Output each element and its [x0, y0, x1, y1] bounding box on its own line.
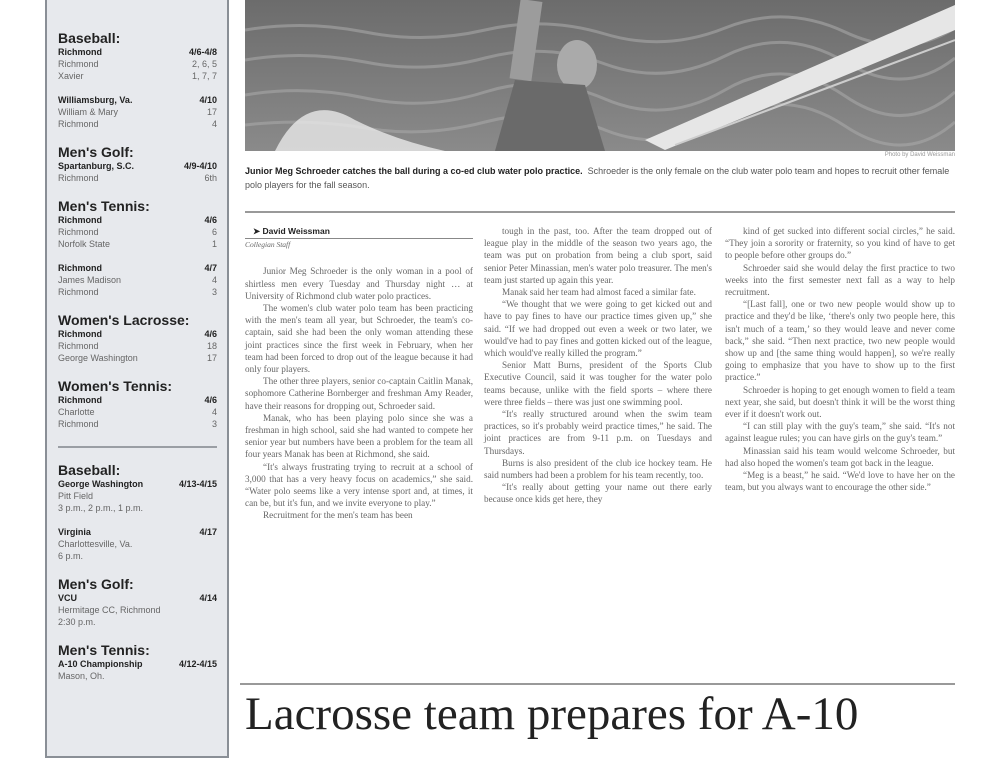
- score-row: [58, 160, 217, 172]
- section-title: Women's Tennis:: [58, 378, 173, 394]
- score-row: [58, 238, 217, 250]
- score-row: [58, 490, 217, 502]
- score-row: [58, 286, 217, 298]
- score-row: [58, 328, 217, 340]
- divider: [245, 211, 955, 213]
- score-row: [58, 106, 217, 118]
- scoreboard-sidebar: [45, 0, 229, 758]
- row-value: 2, 6, 5: [191, 59, 217, 69]
- paragraph: The women's club water polo team has been practicing with the men's team all year, but Schroeder, the team's co-captain, said she had been the only woman attending these joint practices since the first week in February, when her team had been forced to drop out of the league because it had only four players.: [245, 303, 473, 375]
- row-label: William & Mary: [58, 107, 118, 117]
- row-label: A-10 Championship: [58, 659, 143, 669]
- row-label: Richmond: [58, 119, 99, 129]
- score-row: [58, 340, 217, 352]
- row-value: 6: [211, 227, 217, 237]
- score-row: [58, 406, 217, 418]
- paragraph: Manak said her team had almost faced a similar fate.: [502, 287, 696, 298]
- score-row: [58, 172, 217, 184]
- row-label: Charlotte: [58, 407, 95, 417]
- photo-caption: [245, 164, 955, 192]
- byline-title: Collegian Staff: [245, 240, 291, 250]
- row-value: 4: [211, 119, 217, 129]
- score-row: [58, 538, 217, 550]
- row-label: Xavier: [58, 71, 84, 81]
- paragraph: tough in the past, too. After the team dropped out of league play in the middle of the season two years ago, the team was put on probation from being a club sport, said senior Peter Minassian, men's water polo treasurer. The men's team just started up again this year.: [484, 226, 712, 285]
- row-label: Norfolk State: [58, 239, 111, 249]
- score-row: [58, 418, 217, 430]
- score-row: [58, 604, 217, 616]
- row-label: Richmond: [58, 227, 99, 237]
- row-label: Williamsburg, Va.: [58, 95, 133, 105]
- score-row: [58, 262, 217, 274]
- score-row: [58, 670, 217, 682]
- score-row: [58, 46, 217, 58]
- score-row: [58, 502, 217, 514]
- row-value: 4/12-4/15: [178, 659, 217, 669]
- section-title: Men's Golf:: [58, 144, 134, 160]
- water-polo-photo: [245, 0, 955, 151]
- section-title: Men's Tennis:: [58, 198, 150, 214]
- spacer: [58, 82, 217, 94]
- paragraph: “It's really about getting your name out there early because once kids get here, they: [484, 482, 712, 505]
- row-label: Richmond: [58, 419, 99, 429]
- spacer: [58, 250, 217, 262]
- row-label: Spartanburg, S.C.: [58, 161, 135, 171]
- score-row: [58, 214, 217, 226]
- paragraph: “It's really structured around when the swim team practices, so it's probably weird practice times,” he said. The joint practices are from 9-11 p.m. on Tuesdays and Thursdays.: [484, 409, 712, 456]
- row-label: Richmond: [58, 329, 102, 339]
- row-label: George Washington: [58, 353, 138, 363]
- row-value: 4/14: [199, 593, 217, 603]
- score-row: [58, 550, 217, 562]
- paragraph: Senior Matt Burns, president of the Sports Club Executive Council, said it was tougher for the water polo teams because, unlike with the field sports – where there were three fields – there was just one swimming pool.: [484, 360, 712, 407]
- row-label: Virginia: [58, 527, 91, 537]
- score-row: [58, 274, 217, 286]
- byline: ➤ David Weissman: [245, 225, 473, 239]
- score-row: [58, 616, 217, 628]
- score-row: [58, 478, 217, 490]
- score-row: [58, 70, 217, 82]
- row-label: Richmond: [58, 47, 102, 57]
- divider: [240, 683, 955, 685]
- score-row: [58, 526, 217, 538]
- paragraph: Schroeder is hoping to get enough women to field a team next year, she said, but doesn't think it will be the worst thing ever if it doesn't work out.: [725, 384, 955, 420]
- spacer: [58, 514, 217, 526]
- row-value: 4/13-4/15: [178, 479, 217, 489]
- paragraph: Junior Meg Schroeder is the only woman in a pool of shirtless men every Tuesday and Thursday night … at University of Richmond club water polo practices.: [245, 266, 473, 301]
- row-value: 3: [211, 419, 217, 429]
- row-value: 4/17: [199, 527, 217, 537]
- score-row: [58, 58, 217, 70]
- article-column-2: [484, 225, 712, 506]
- row-label: Mason, Oh.: [58, 671, 105, 681]
- row-label: Richmond: [58, 215, 102, 225]
- row-value: 3: [211, 287, 217, 297]
- score-row: [58, 658, 217, 670]
- row-label: Richmond: [58, 341, 99, 351]
- row-label: VCU: [58, 593, 78, 603]
- row-label: Pitt Field: [58, 491, 94, 501]
- row-value: 4/6-4/8: [188, 47, 217, 57]
- row-value: 18: [206, 341, 217, 351]
- section-title: Men's Golf:: [58, 576, 134, 592]
- paragraph: “[Last fall], one or two new people would show up to practice and they'd be like, ‘there's only two people here, this isn't much of a team,’ so they would leave and never come back,” she said. “Then next practice, two new people would show up and [the same thing would happen], so we're really going to emphasize that you have to show up to the first practice.”: [725, 299, 955, 383]
- row-label: Charlottesville, Va.: [58, 539, 133, 549]
- score-row: [58, 226, 217, 238]
- score-row: [58, 94, 217, 106]
- row-label: James Madison: [58, 275, 122, 285]
- paragraph: “We thought that we were going to get kicked out and have to pay fines to have our practice times given up,” she said. “If we had dropped out even a week or two later, we would've had to pay fines and gotten kicked out of the league, which would've really killed the program.”: [484, 299, 712, 359]
- score-row: [58, 352, 217, 364]
- row-label: Hermitage CC, Richmond: [58, 605, 161, 615]
- paragraph: The other three players, senior co-captain Caitlin Manak, sophomore Catherine Bornberger and freshman Amy Reader, have their reasons for dropping out, Schroeder said.: [245, 376, 473, 411]
- section-divider: [58, 446, 217, 448]
- row-label: Richmond: [58, 395, 102, 405]
- paragraph: Recruitment for the men's team has been: [263, 510, 413, 521]
- paragraph: Manak, who has been playing polo since she was a freshman in high school, said she had wanted to compete her senior year but numbers have been a problem for the team all four years Manak has been at Richmond, she said.: [245, 412, 473, 460]
- row-value: 17: [206, 107, 217, 117]
- paragraph: “It's always frustrating trying to recruit at a school of 3,000 that has a very heavy focus on academics,” she said. “Water polo seems like a very intense sport and, at times, it can be, but it's fun, and we invite everyone to play.”: [245, 461, 473, 509]
- paragraph: Burns is also president of the club ice hockey team. He said numbers had been a problem for his team recently, too.: [484, 457, 712, 481]
- paragraph: kind of get sucked into different social circles,” he said. “They join a sorority or fraternity, so you kind of have to get to people before other groups do.”: [725, 226, 955, 261]
- score-row: [58, 394, 217, 406]
- author-name: David Weissman: [262, 226, 330, 236]
- paragraph: Minassian said his team would welcome Schroeder, but had also hoped the women's team got back in the league.: [725, 445, 955, 468]
- photo-credit: Photo by David Weissman: [884, 152, 955, 158]
- row-label: 3 p.m., 2 p.m., 1 p.m.: [58, 503, 144, 513]
- row-label: Richmond: [58, 263, 102, 273]
- score-row: [58, 592, 217, 604]
- caption-text: Schroeder is the only female on the club water polo team and hopes to recruit other female polo players for the fall season.: [245, 166, 950, 190]
- article-column-1: [245, 225, 473, 522]
- next-article-headline: Lacrosse team prepares for A-10: [245, 688, 859, 740]
- row-value: 4/6: [204, 215, 217, 225]
- caption-lead: Junior Meg Schroeder catches the ball during a co-ed club water polo practice.: [245, 166, 583, 176]
- paragraph: “I can still play with the guy's team,” she said. “It's not against league rules; you can have girls on the guy's team.”: [725, 421, 955, 444]
- score-row: [58, 118, 217, 130]
- row-value: 4: [211, 407, 217, 417]
- section-title: Baseball:: [58, 462, 121, 478]
- row-label: 6 p.m.: [58, 551, 84, 561]
- row-value: 4/10: [199, 95, 217, 105]
- paragraph: “Meg is a beast,” he said. “We'd love to have her on the team, but you always want to encourage the other side.”: [725, 470, 955, 493]
- row-value: 17: [206, 353, 217, 363]
- row-value: 1, 7, 7: [191, 71, 217, 81]
- row-value: 4/7: [204, 263, 217, 273]
- row-value: 6th: [204, 173, 217, 183]
- row-label: 2:30 p.m.: [58, 617, 96, 627]
- row-value: 4/9-4/10: [183, 161, 217, 171]
- row-value: 4/6: [204, 329, 217, 339]
- paragraph: Schroeder said she would delay the first practice to two weeks into the first semester next fall as a way to help recruitment.: [725, 262, 955, 298]
- row-label: Richmond: [58, 287, 99, 297]
- section-title: Men's Tennis:: [58, 642, 150, 658]
- section-title: Women's Lacrosse:: [58, 312, 190, 328]
- row-value: 4/6: [204, 395, 217, 405]
- row-label: George Washington: [58, 479, 144, 489]
- section-title: Baseball:: [58, 30, 121, 46]
- row-label: Richmond: [58, 59, 99, 69]
- row-value: 1: [211, 239, 217, 249]
- row-value: 4: [211, 275, 217, 285]
- article-column-3: [725, 225, 955, 493]
- row-label: Richmond: [58, 173, 99, 183]
